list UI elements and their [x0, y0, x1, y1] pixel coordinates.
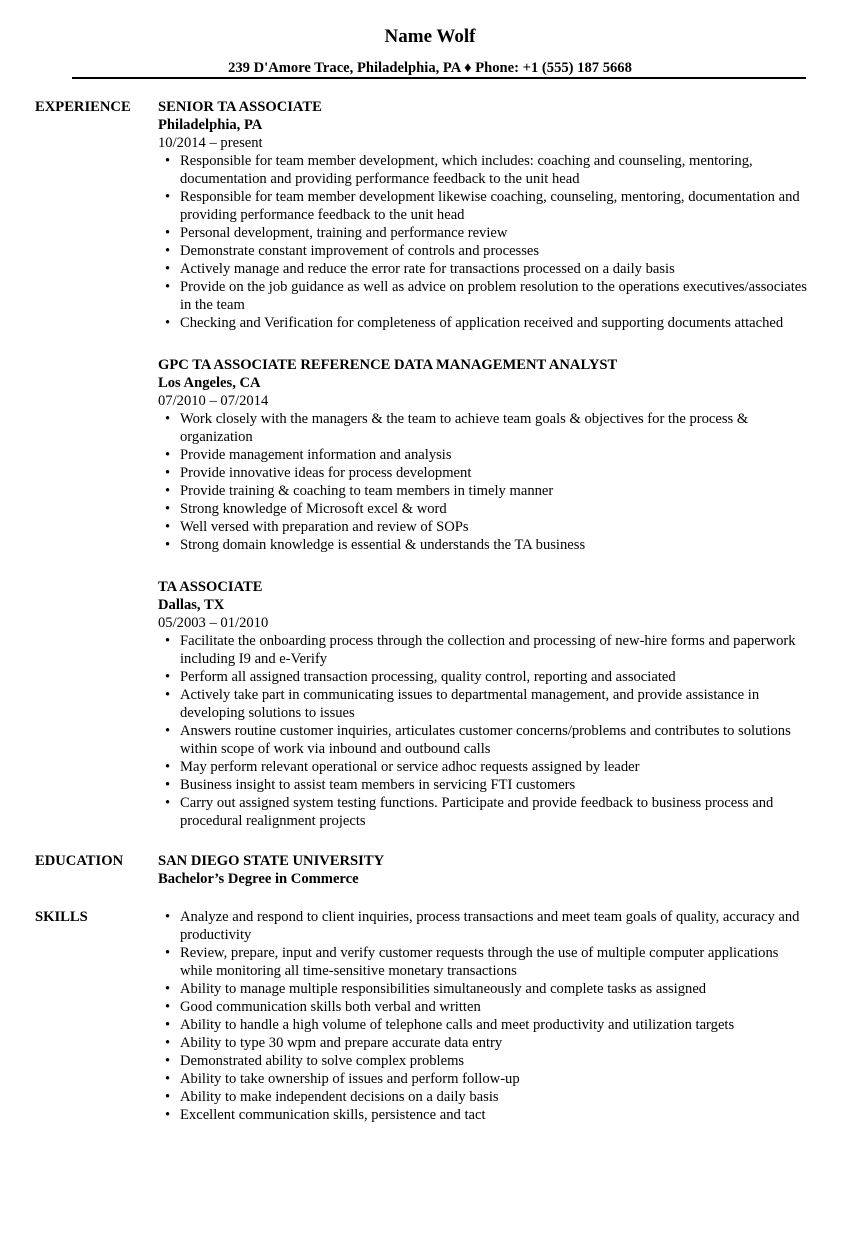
bullet-item: • Checking and Verification for completeness of application received and supporting documents attached [180, 314, 813, 332]
job-title: GPC TA ASSOCIATE REFERENCE DATA MANAGEMENT ANALYST [158, 357, 618, 373]
skills-list [158, 908, 813, 1124]
skill-item: • Review, prepare, input and verify customer requests through the use of multiple computer applications while monitoring all time-sensitive monetary transactions [180, 944, 813, 980]
school-name: SAN DIEGO STATE UNIVERSITY [158, 853, 385, 869]
bullet-item: • Work closely with the managers & the team to achieve team goals & objectives for the process & organization [180, 410, 813, 446]
bullet-item: • Demonstrate constant improvement of controls and processes [180, 242, 813, 260]
bullet-item: • Carry out assigned system testing functions. Participate and provide feedback to business process and procedural realignment projects [180, 794, 813, 830]
contact-line: 239 D'Amore Trace, Philadelphia, PA ♦ Phone: +1 (555) 187 5668 [228, 60, 632, 76]
bullet-item: • Provide on the job guidance as well as advice on problem resolution to the operations executives/associates in the team [180, 278, 813, 314]
resume-name: Name Wolf [384, 26, 476, 47]
skill-item: • Ability to type 30 wpm and prepare accurate data entry [180, 1034, 813, 1052]
job-dates: 05/2003 – 01/2010 [158, 615, 269, 631]
bullet-item: • Answers routine customer inquiries, articulates customer concerns/problems and contributes to solutions within scope of work via inbound and outbound calls [180, 722, 813, 758]
skill-item: • Excellent communication skills, persistence and tact [180, 1106, 813, 1124]
degree: Bachelor’s Degree in Commerce [158, 871, 359, 887]
bullet-item: • Personal development, training and performance review [180, 224, 813, 242]
bullet-item: • Provide training & coaching to team members in timely manner [180, 482, 813, 500]
skill-item: • Good communication skills both verbal and written [180, 998, 813, 1016]
job-location: Dallas, TX [158, 597, 225, 613]
bullet-item: • Actively take part in communicating issues to departmental management, and provide assistance in developing solutions to issues [180, 686, 813, 722]
skill-item: • Ability to manage multiple responsibilities simultaneously and complete tasks as assigned [180, 980, 813, 998]
bullet-item: • Provide management information and analysis [180, 446, 813, 464]
job-bullets [158, 410, 813, 554]
job-entry [158, 578, 813, 830]
job-dates: 07/2010 – 07/2014 [158, 393, 269, 409]
job-title: TA ASSOCIATE [158, 579, 263, 595]
bullet-item: • Business insight to assist team members in servicing FTI customers [180, 776, 813, 794]
bullet-item: • May perform relevant operational or service adhoc requests assigned by leader [180, 758, 813, 776]
bullet-item: • Well versed with preparation and review of SOPs [180, 518, 813, 536]
job-title: SENIOR TA ASSOCIATE [158, 99, 322, 115]
bullet-item: • Responsible for team member development likewise coaching, counseling, mentoring, documentation and providing performance feedback to the unit head [180, 188, 813, 224]
bullet-item: • Strong domain knowledge is essential & understands the TA business [180, 536, 813, 554]
job-entry [158, 356, 813, 554]
skill-item: • Ability to take ownership of issues and perform follow-up [180, 1070, 813, 1088]
section-label: SKILLS [35, 909, 88, 925]
bullet-item: • Responsible for team member development, which includes: coaching and counseling, mentoring, documentation and providing performance feedback to the unit head [180, 152, 813, 188]
job-bullets [158, 152, 813, 332]
job-location: Los Angeles, CA [158, 375, 261, 391]
job-location: Philadelphia, PA [158, 117, 263, 133]
skills-section [35, 908, 815, 1124]
section-label: EDUCATION [35, 853, 124, 869]
header-divider [72, 77, 806, 79]
jobs-list [158, 98, 813, 830]
experience-section [35, 98, 815, 854]
skill-item: • Ability to make independent decisions on a daily basis [180, 1088, 813, 1106]
skill-item: • Ability to handle a high volume of telephone calls and meet productivity and utilization targets [180, 1016, 813, 1034]
bullet-item: • Actively manage and reduce the error rate for transactions processed on a daily basis [180, 260, 813, 278]
section-label: EXPERIENCE [35, 99, 131, 115]
bullet-item: • Facilitate the onboarding process through the collection and processing of new-hire forms and paperwork including I9 and e-Verify [180, 632, 813, 668]
job-dates: 10/2014 – present [158, 135, 263, 151]
bullet-item: • Provide innovative ideas for process development [180, 464, 813, 482]
bullet-item: • Perform all assigned transaction processing, quality control, reporting and associated [180, 668, 813, 686]
job-entry [158, 98, 813, 332]
bullet-item: • Strong knowledge of Microsoft excel & word [180, 500, 813, 518]
skill-item: • Demonstrated ability to solve complex problems [180, 1052, 813, 1070]
skill-item: • Analyze and respond to client inquiries, process transactions and meet team goals of quality, accuracy and productivity [180, 908, 813, 944]
job-bullets [158, 632, 813, 830]
education-section [35, 852, 815, 888]
